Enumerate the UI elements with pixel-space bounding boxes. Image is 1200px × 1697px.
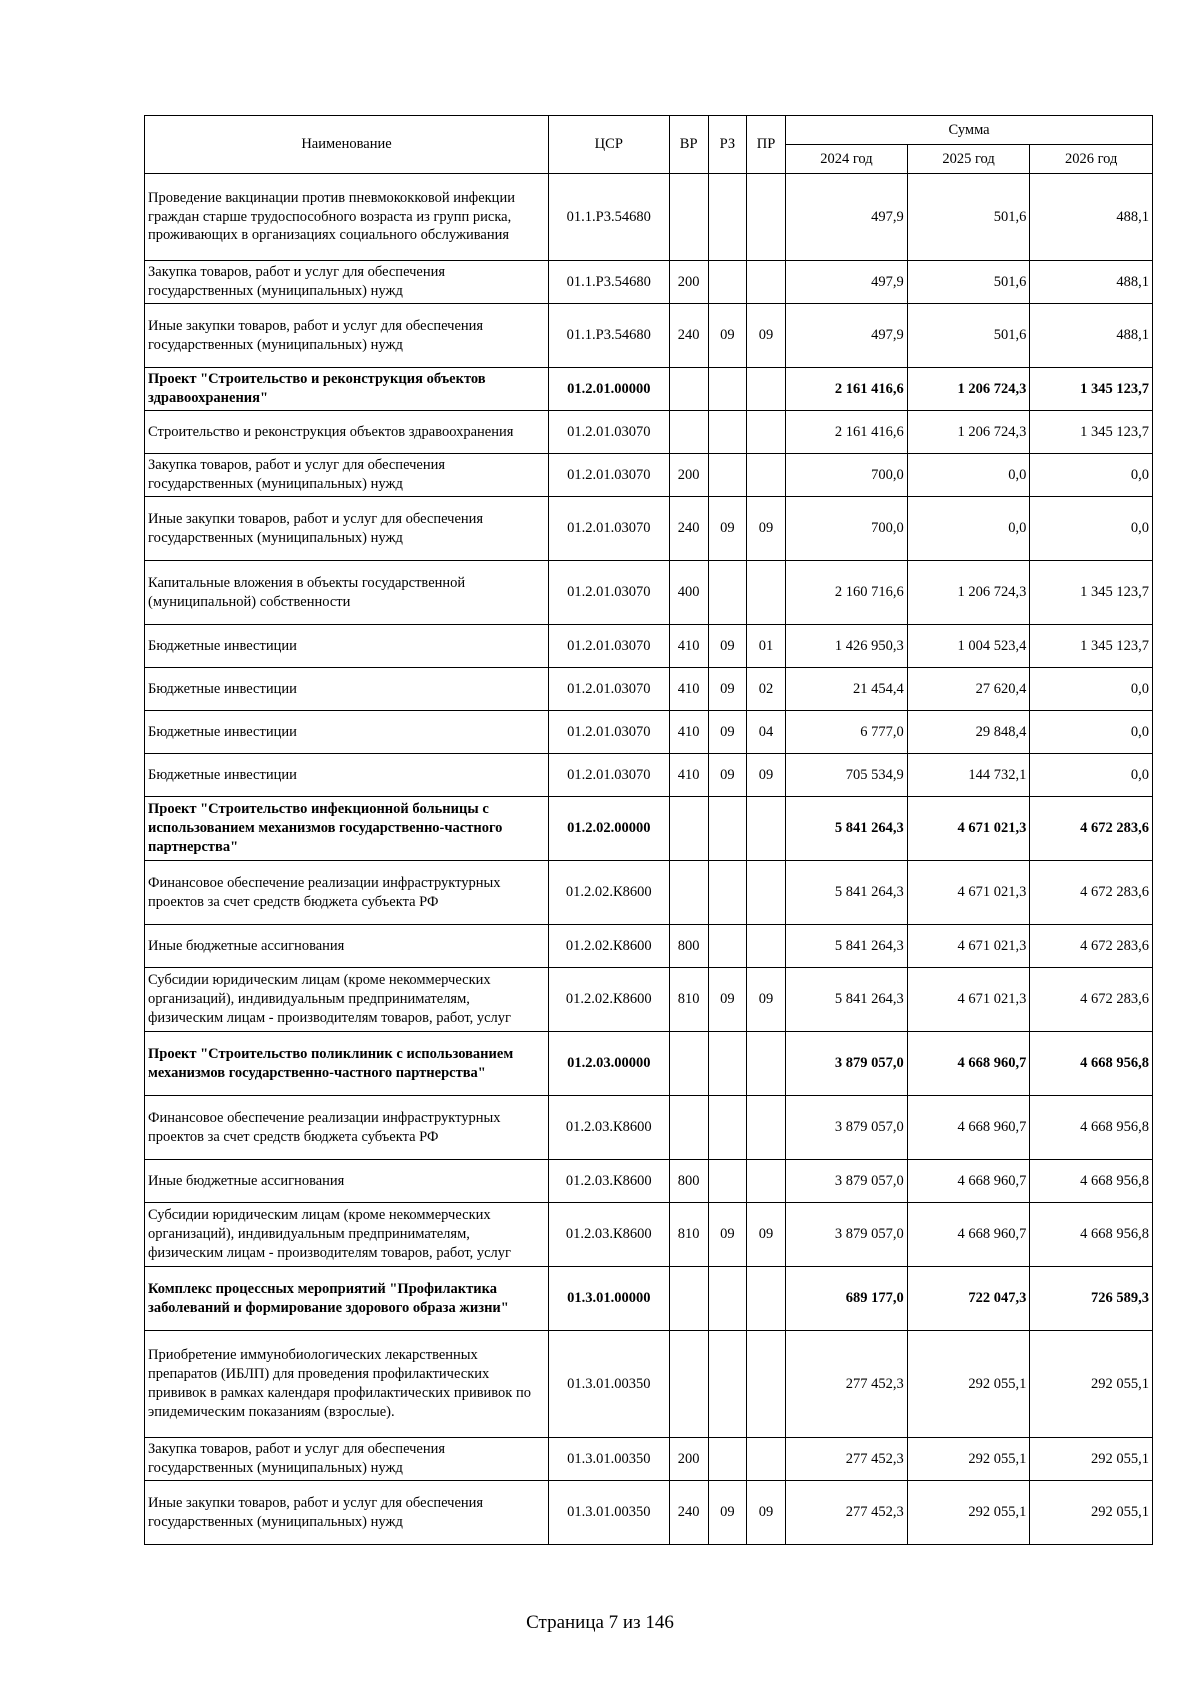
header-rz: РЗ <box>708 116 746 174</box>
cell-name: Проект "Строительство поликлиник с использованием механизмов государственно-частного партнерства" <box>145 1032 549 1096</box>
header-vr: ВР <box>669 116 708 174</box>
table-row <box>145 861 1153 925</box>
cell-name: Финансовое обеспечение реализации инфраструктурных проектов за счет средств бюджета субъекта РФ <box>145 861 549 925</box>
cell-csr: 01.2.01.03070 <box>548 497 669 561</box>
cell-sum-2024: 5 841 264,3 <box>786 797 908 861</box>
cell-sum-2026: 1 345 123,7 <box>1030 561 1153 625</box>
header-row <box>145 116 1153 145</box>
cell-csr: 01.1.Р3.54680 <box>548 304 669 368</box>
cell-name: Строительство и реконструкция объектов здравоохранения <box>145 411 549 454</box>
cell-name: Проект "Строительство и реконструкция объектов здравоохранения" <box>145 368 549 411</box>
cell-sum-2024: 705 534,9 <box>786 754 908 797</box>
table-row <box>145 497 1153 561</box>
cell-csr: 01.3.01.00350 <box>548 1438 669 1481</box>
cell-pr <box>746 261 785 304</box>
table-row <box>145 411 1153 454</box>
cell-name: Иные закупки товаров, работ и услуг для обеспечения государственных (муниципальных) нужд <box>145 1481 549 1545</box>
cell-sum-2026: 4 672 283,6 <box>1030 861 1153 925</box>
cell-sum-2024: 700,0 <box>786 497 908 561</box>
cell-name: Бюджетные инвестиции <box>145 668 549 711</box>
cell-sum-2025: 1 004 523,4 <box>907 625 1030 668</box>
cell-sum-2026: 0,0 <box>1030 668 1153 711</box>
cell-sum-2024: 5 841 264,3 <box>786 968 908 1032</box>
cell-sum-2024: 21 454,4 <box>786 668 908 711</box>
cell-sum-2025: 501,6 <box>907 174 1030 261</box>
cell-name: Закупка товаров, работ и услуг для обеспечения государственных (муниципальных) нужд <box>145 1438 549 1481</box>
cell-rz <box>708 797 746 861</box>
cell-csr: 01.2.03.00000 <box>548 1032 669 1096</box>
cell-rz <box>708 1267 746 1331</box>
cell-pr <box>746 1331 785 1438</box>
cell-rz <box>708 925 746 968</box>
cell-pr <box>746 454 785 497</box>
cell-vr: 240 <box>669 1481 708 1545</box>
cell-name: Бюджетные инвестиции <box>145 625 549 668</box>
cell-csr: 01.2.03.К8600 <box>548 1160 669 1203</box>
cell-sum-2024: 3 879 057,0 <box>786 1203 908 1267</box>
cell-rz: 09 <box>708 711 746 754</box>
table-row <box>145 625 1153 668</box>
table-row <box>145 1203 1153 1267</box>
cell-vr: 200 <box>669 1438 708 1481</box>
cell-vr: 410 <box>669 711 708 754</box>
cell-name: Иные закупки товаров, работ и услуг для обеспечения государственных (муниципальных) нужд <box>145 304 549 368</box>
cell-vr <box>669 174 708 261</box>
cell-rz <box>708 411 746 454</box>
cell-csr: 01.2.01.03070 <box>548 668 669 711</box>
cell-sum-2026: 292 055,1 <box>1030 1481 1153 1545</box>
cell-sum-2026: 1 345 123,7 <box>1030 625 1153 668</box>
cell-pr <box>746 1438 785 1481</box>
cell-csr: 01.2.01.03070 <box>548 754 669 797</box>
cell-pr <box>746 1032 785 1096</box>
cell-sum-2026: 4 668 956,8 <box>1030 1096 1153 1160</box>
cell-sum-2024: 277 452,3 <box>786 1481 908 1545</box>
cell-csr: 01.2.03.К8600 <box>548 1096 669 1160</box>
cell-sum-2025: 4 668 960,7 <box>907 1032 1030 1096</box>
cell-sum-2024: 2 161 416,6 <box>786 411 908 454</box>
cell-sum-2025: 4 671 021,3 <box>907 861 1030 925</box>
cell-sum-2026: 0,0 <box>1030 497 1153 561</box>
cell-pr <box>746 1160 785 1203</box>
cell-pr: 02 <box>746 668 785 711</box>
cell-vr: 200 <box>669 261 708 304</box>
cell-rz: 09 <box>708 668 746 711</box>
cell-rz <box>708 861 746 925</box>
cell-pr <box>746 1096 785 1160</box>
cell-rz <box>708 561 746 625</box>
header-year-2024: 2024 год <box>786 145 908 174</box>
cell-csr: 01.1.Р3.54680 <box>548 261 669 304</box>
table-row <box>145 754 1153 797</box>
cell-vr <box>669 1267 708 1331</box>
table-row <box>145 1438 1153 1481</box>
cell-rz <box>708 1438 746 1481</box>
cell-name: Проект "Строительство инфекционной больницы с использованием механизмов государственно-частного партнерства" <box>145 797 549 861</box>
cell-pr <box>746 368 785 411</box>
cell-vr <box>669 861 708 925</box>
table-row <box>145 304 1153 368</box>
cell-sum-2025: 4 668 960,7 <box>907 1160 1030 1203</box>
table-row <box>145 1267 1153 1331</box>
cell-sum-2026: 0,0 <box>1030 754 1153 797</box>
cell-vr <box>669 1032 708 1096</box>
cell-sum-2026: 292 055,1 <box>1030 1438 1153 1481</box>
cell-name: Иные закупки товаров, работ и услуг для обеспечения государственных (муниципальных) нужд <box>145 497 549 561</box>
cell-vr: 240 <box>669 497 708 561</box>
cell-sum-2025: 722 047,3 <box>907 1267 1030 1331</box>
cell-csr: 01.2.01.03070 <box>548 711 669 754</box>
cell-rz: 09 <box>708 625 746 668</box>
table-row <box>145 968 1153 1032</box>
budget-table <box>144 115 1153 1545</box>
cell-sum-2024: 277 452,3 <box>786 1331 908 1438</box>
cell-sum-2026: 1 345 123,7 <box>1030 411 1153 454</box>
cell-sum-2026: 4 672 283,6 <box>1030 968 1153 1032</box>
cell-name: Капитальные вложения в объекты государственной (муниципальной) собственности <box>145 561 549 625</box>
header-sum: Сумма <box>786 116 1153 145</box>
cell-sum-2026: 488,1 <box>1030 304 1153 368</box>
cell-name: Проведение вакцинации против пневмококковой инфекции граждан старше трудоспособного возраста из групп риска, проживающих в организациях социального обслуживания <box>145 174 549 261</box>
cell-rz <box>708 368 746 411</box>
cell-sum-2026: 4 668 956,8 <box>1030 1032 1153 1096</box>
cell-vr: 800 <box>669 1160 708 1203</box>
cell-name: Бюджетные инвестиции <box>145 711 549 754</box>
cell-pr: 09 <box>746 497 785 561</box>
table-row <box>145 454 1153 497</box>
cell-vr: 810 <box>669 1203 708 1267</box>
cell-csr: 01.1.Р3.54680 <box>548 174 669 261</box>
cell-sum-2024: 700,0 <box>786 454 908 497</box>
table-body <box>145 174 1153 1545</box>
cell-pr: 09 <box>746 1203 785 1267</box>
cell-name: Комплекс процессных мероприятий "Профилактика заболеваний и формирование здорового образа жизни" <box>145 1267 549 1331</box>
cell-csr: 01.2.01.03070 <box>548 454 669 497</box>
cell-rz <box>708 1032 746 1096</box>
table-row <box>145 368 1153 411</box>
cell-csr: 01.2.01.03070 <box>548 625 669 668</box>
cell-sum-2025: 501,6 <box>907 304 1030 368</box>
cell-sum-2024: 3 879 057,0 <box>786 1032 908 1096</box>
cell-pr <box>746 411 785 454</box>
cell-vr: 400 <box>669 561 708 625</box>
cell-vr <box>669 1331 708 1438</box>
table-row <box>145 1096 1153 1160</box>
cell-sum-2026: 0,0 <box>1030 454 1153 497</box>
cell-rz: 09 <box>708 497 746 561</box>
cell-sum-2025: 144 732,1 <box>907 754 1030 797</box>
cell-sum-2025: 0,0 <box>907 454 1030 497</box>
cell-pr <box>746 861 785 925</box>
cell-pr: 09 <box>746 1481 785 1545</box>
table-row <box>145 1032 1153 1096</box>
cell-name: Закупка товаров, работ и услуг для обеспечения государственных (муниципальных) нужд <box>145 454 549 497</box>
table-row <box>145 711 1153 754</box>
table-row <box>145 261 1153 304</box>
cell-csr: 01.2.02.К8600 <box>548 861 669 925</box>
cell-csr: 01.2.02.00000 <box>548 797 669 861</box>
cell-vr: 410 <box>669 668 708 711</box>
cell-sum-2024: 5 841 264,3 <box>786 925 908 968</box>
cell-rz: 09 <box>708 1481 746 1545</box>
table-row <box>145 1331 1153 1438</box>
cell-pr: 01 <box>746 625 785 668</box>
cell-vr <box>669 1096 708 1160</box>
cell-sum-2025: 292 055,1 <box>907 1331 1030 1438</box>
cell-name: Бюджетные инвестиции <box>145 754 549 797</box>
header-name: Наименование <box>145 116 549 174</box>
cell-name: Субсидии юридическим лицам (кроме некоммерческих организаций), индивидуальным предпринимателям, физическим лицам - производителям товаров, работ, услуг <box>145 968 549 1032</box>
cell-vr: 410 <box>669 625 708 668</box>
cell-rz: 09 <box>708 1203 746 1267</box>
cell-csr: 01.3.01.00350 <box>548 1481 669 1545</box>
cell-pr <box>746 797 785 861</box>
cell-csr: 01.2.01.03070 <box>548 561 669 625</box>
cell-sum-2025: 4 671 021,3 <box>907 925 1030 968</box>
cell-name: Субсидии юридическим лицам (кроме некоммерческих организаций), индивидуальным предпринимателям, физическим лицам - производителям товаров, работ, услуг <box>145 1203 549 1267</box>
cell-sum-2026: 4 672 283,6 <box>1030 797 1153 861</box>
cell-sum-2026: 488,1 <box>1030 174 1153 261</box>
table-row <box>145 668 1153 711</box>
cell-sum-2025: 4 671 021,3 <box>907 797 1030 861</box>
table-row <box>145 925 1153 968</box>
cell-sum-2025: 0,0 <box>907 497 1030 561</box>
cell-csr: 01.2.02.К8600 <box>548 925 669 968</box>
cell-sum-2025: 29 848,4 <box>907 711 1030 754</box>
header-year-2025: 2025 год <box>907 145 1030 174</box>
cell-sum-2024: 497,9 <box>786 174 908 261</box>
cell-vr <box>669 368 708 411</box>
cell-sum-2024: 3 879 057,0 <box>786 1160 908 1203</box>
header-year-2026: 2026 год <box>1030 145 1153 174</box>
cell-name: Финансовое обеспечение реализации инфраструктурных проектов за счет средств бюджета субъекта РФ <box>145 1096 549 1160</box>
cell-pr: 09 <box>746 754 785 797</box>
cell-sum-2024: 6 777,0 <box>786 711 908 754</box>
cell-vr: 410 <box>669 754 708 797</box>
cell-rz <box>708 1160 746 1203</box>
cell-vr: 810 <box>669 968 708 1032</box>
cell-pr: 09 <box>746 304 785 368</box>
cell-sum-2024: 5 841 264,3 <box>786 861 908 925</box>
cell-pr <box>746 561 785 625</box>
cell-sum-2026: 4 672 283,6 <box>1030 925 1153 968</box>
cell-csr: 01.2.01.03070 <box>548 411 669 454</box>
cell-sum-2026: 726 589,3 <box>1030 1267 1153 1331</box>
cell-sum-2024: 689 177,0 <box>786 1267 908 1331</box>
cell-name: Приобретение иммунобиологических лекарственных препаратов (ИБЛП) для проведения профилактических прививок в рамках календаря профилактических прививок по эпидемическим показаниям (взрослые). <box>145 1331 549 1438</box>
header-pr: ПР <box>746 116 785 174</box>
cell-sum-2024: 2 161 416,6 <box>786 368 908 411</box>
cell-sum-2024: 277 452,3 <box>786 1438 908 1481</box>
cell-sum-2024: 2 160 716,6 <box>786 561 908 625</box>
cell-vr: 240 <box>669 304 708 368</box>
cell-sum-2026: 488,1 <box>1030 261 1153 304</box>
cell-rz <box>708 1331 746 1438</box>
cell-pr <box>746 174 785 261</box>
cell-csr: 01.3.01.00000 <box>548 1267 669 1331</box>
cell-sum-2026: 292 055,1 <box>1030 1331 1153 1438</box>
cell-vr: 200 <box>669 454 708 497</box>
cell-pr: 09 <box>746 968 785 1032</box>
cell-sum-2024: 1 426 950,3 <box>786 625 908 668</box>
table-row <box>145 174 1153 261</box>
table-row <box>145 1481 1153 1545</box>
cell-name: Закупка товаров, работ и услуг для обеспечения государственных (муниципальных) нужд <box>145 261 549 304</box>
cell-rz <box>708 1096 746 1160</box>
cell-csr: 01.2.02.К8600 <box>548 968 669 1032</box>
cell-pr: 04 <box>746 711 785 754</box>
cell-sum-2025: 292 055,1 <box>907 1481 1030 1545</box>
cell-sum-2025: 292 055,1 <box>907 1438 1030 1481</box>
cell-sum-2024: 497,9 <box>786 304 908 368</box>
cell-pr <box>746 1267 785 1331</box>
cell-rz <box>708 454 746 497</box>
header-csr: ЦСР <box>548 116 669 174</box>
cell-rz <box>708 174 746 261</box>
cell-vr <box>669 411 708 454</box>
cell-sum-2025: 27 620,4 <box>907 668 1030 711</box>
cell-sum-2026: 1 345 123,7 <box>1030 368 1153 411</box>
cell-sum-2026: 4 668 956,8 <box>1030 1203 1153 1267</box>
cell-sum-2025: 501,6 <box>907 261 1030 304</box>
cell-rz: 09 <box>708 968 746 1032</box>
cell-name: Иные бюджетные ассигнования <box>145 925 549 968</box>
cell-sum-2025: 1 206 724,3 <box>907 368 1030 411</box>
cell-csr: 01.3.01.00350 <box>548 1331 669 1438</box>
cell-sum-2026: 4 668 956,8 <box>1030 1160 1153 1203</box>
table-row <box>145 561 1153 625</box>
cell-rz <box>708 261 746 304</box>
cell-csr: 01.2.03.К8600 <box>548 1203 669 1267</box>
cell-rz: 09 <box>708 304 746 368</box>
cell-sum-2024: 3 879 057,0 <box>786 1096 908 1160</box>
cell-csr: 01.2.01.00000 <box>548 368 669 411</box>
page-number: Страница 7 из 146 <box>526 1612 674 1633</box>
table-row <box>145 1160 1153 1203</box>
cell-sum-2025: 4 668 960,7 <box>907 1096 1030 1160</box>
cell-sum-2025: 4 668 960,7 <box>907 1203 1030 1267</box>
cell-sum-2025: 4 671 021,3 <box>907 968 1030 1032</box>
cell-vr: 800 <box>669 925 708 968</box>
table-row <box>145 797 1153 861</box>
cell-sum-2025: 1 206 724,3 <box>907 561 1030 625</box>
cell-rz: 09 <box>708 754 746 797</box>
cell-sum-2025: 1 206 724,3 <box>907 411 1030 454</box>
cell-name: Иные бюджетные ассигнования <box>145 1160 549 1203</box>
cell-vr <box>669 797 708 861</box>
cell-pr <box>746 925 785 968</box>
cell-sum-2026: 0,0 <box>1030 711 1153 754</box>
cell-sum-2024: 497,9 <box>786 261 908 304</box>
